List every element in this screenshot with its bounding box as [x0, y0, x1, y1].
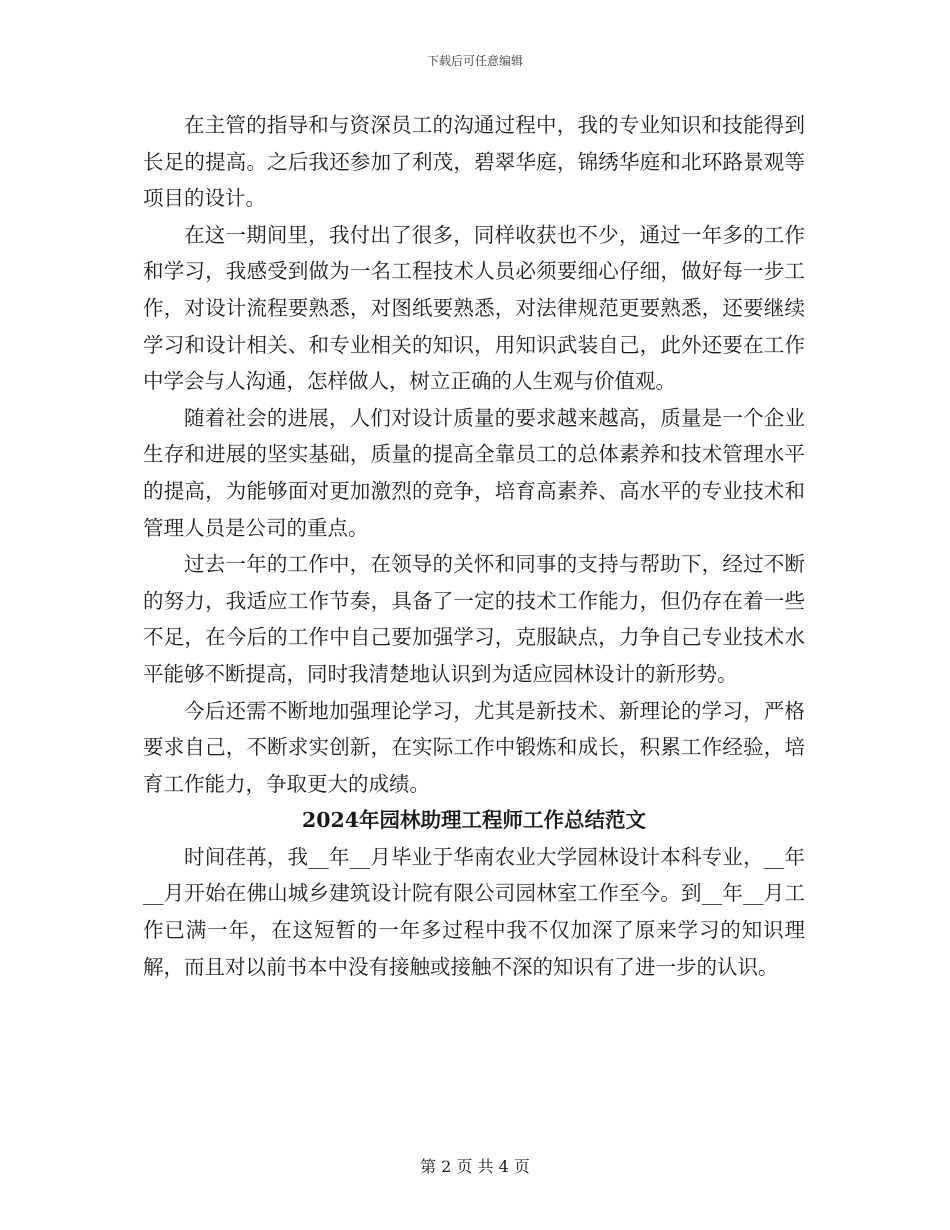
paragraph: 随着社会的进展，人们对设计质量的要求越来越高，质量是一个企业生存和进展的坚实基础，质量的提高全靠员工的总体素养和技术管理水平的提高，为能够面对更加激烈的竞争，培育高素养、高水平的专业技术和管理人员是公司的重点。 — [143, 405, 805, 540]
paragraph: 在这一期间里，我付出了很多，同样收获也不少，通过一年多的工作和学习，我感受到做为一名工程技术人员必须要细心仔细，做好每一步工作，对设计流程要熟悉，对图纸要熟悉，对法律规范更要熟悉，还要继续学习和设计相关、和专业相关的知识，用知识武装自己，此外还要在工作中学会与人沟通，怎样做人，树立正确的人生观与价值观。 — [143, 222, 805, 394]
paragraph: 在主管的指导和与资深员工的沟通过程中，我的专业知识和技能得到长足的提高。之后我还参加了利茂，碧翠华庭，锦绣华庭和北环路景观等项目的设计。 — [143, 113, 805, 211]
paragraph: 时间荏苒，我__年__月毕业于华南农业大学园林设计本科专业，__年__月开始在佛山城乡建筑设计院有限公司园林室工作至今。到__年__月工作已满一年，在这短暂的一年多过程中我不仅加深了原来学习的知识理解，而且对以前书本中没有接触或接触不深的知识有了进一步的认识。 — [143, 844, 805, 979]
page-number: 第 2 页 共 4 页 — [420, 1157, 530, 1176]
paragraph: 过去一年的工作中，在领导的关怀和同事的支持与帮助下，经过不断的努力，我适应工作节奏，具备了一定的技术工作能力，但仍存在着一些不足，在今后的工作中自己要加强学习，克服缺点，力争自己专业技术水平能够不断提高，同时我清楚地认识到为适应园林设计的新形势。 — [143, 552, 805, 686]
document-body — [143, 107, 805, 985]
page-header: 下载后可任意编辑 — [426, 54, 523, 68]
section-title: 2024年园林助理工程师工作总结范文 — [301, 808, 647, 833]
paragraph: 今后还需不断地加强理论学习，尤其是新技术、新理论的学习，严格要求自己，不断求实创新，在实际工作中锻炼和成长，积累工作经验，培育工作能力，争取更大的成绩。 — [143, 698, 805, 796]
